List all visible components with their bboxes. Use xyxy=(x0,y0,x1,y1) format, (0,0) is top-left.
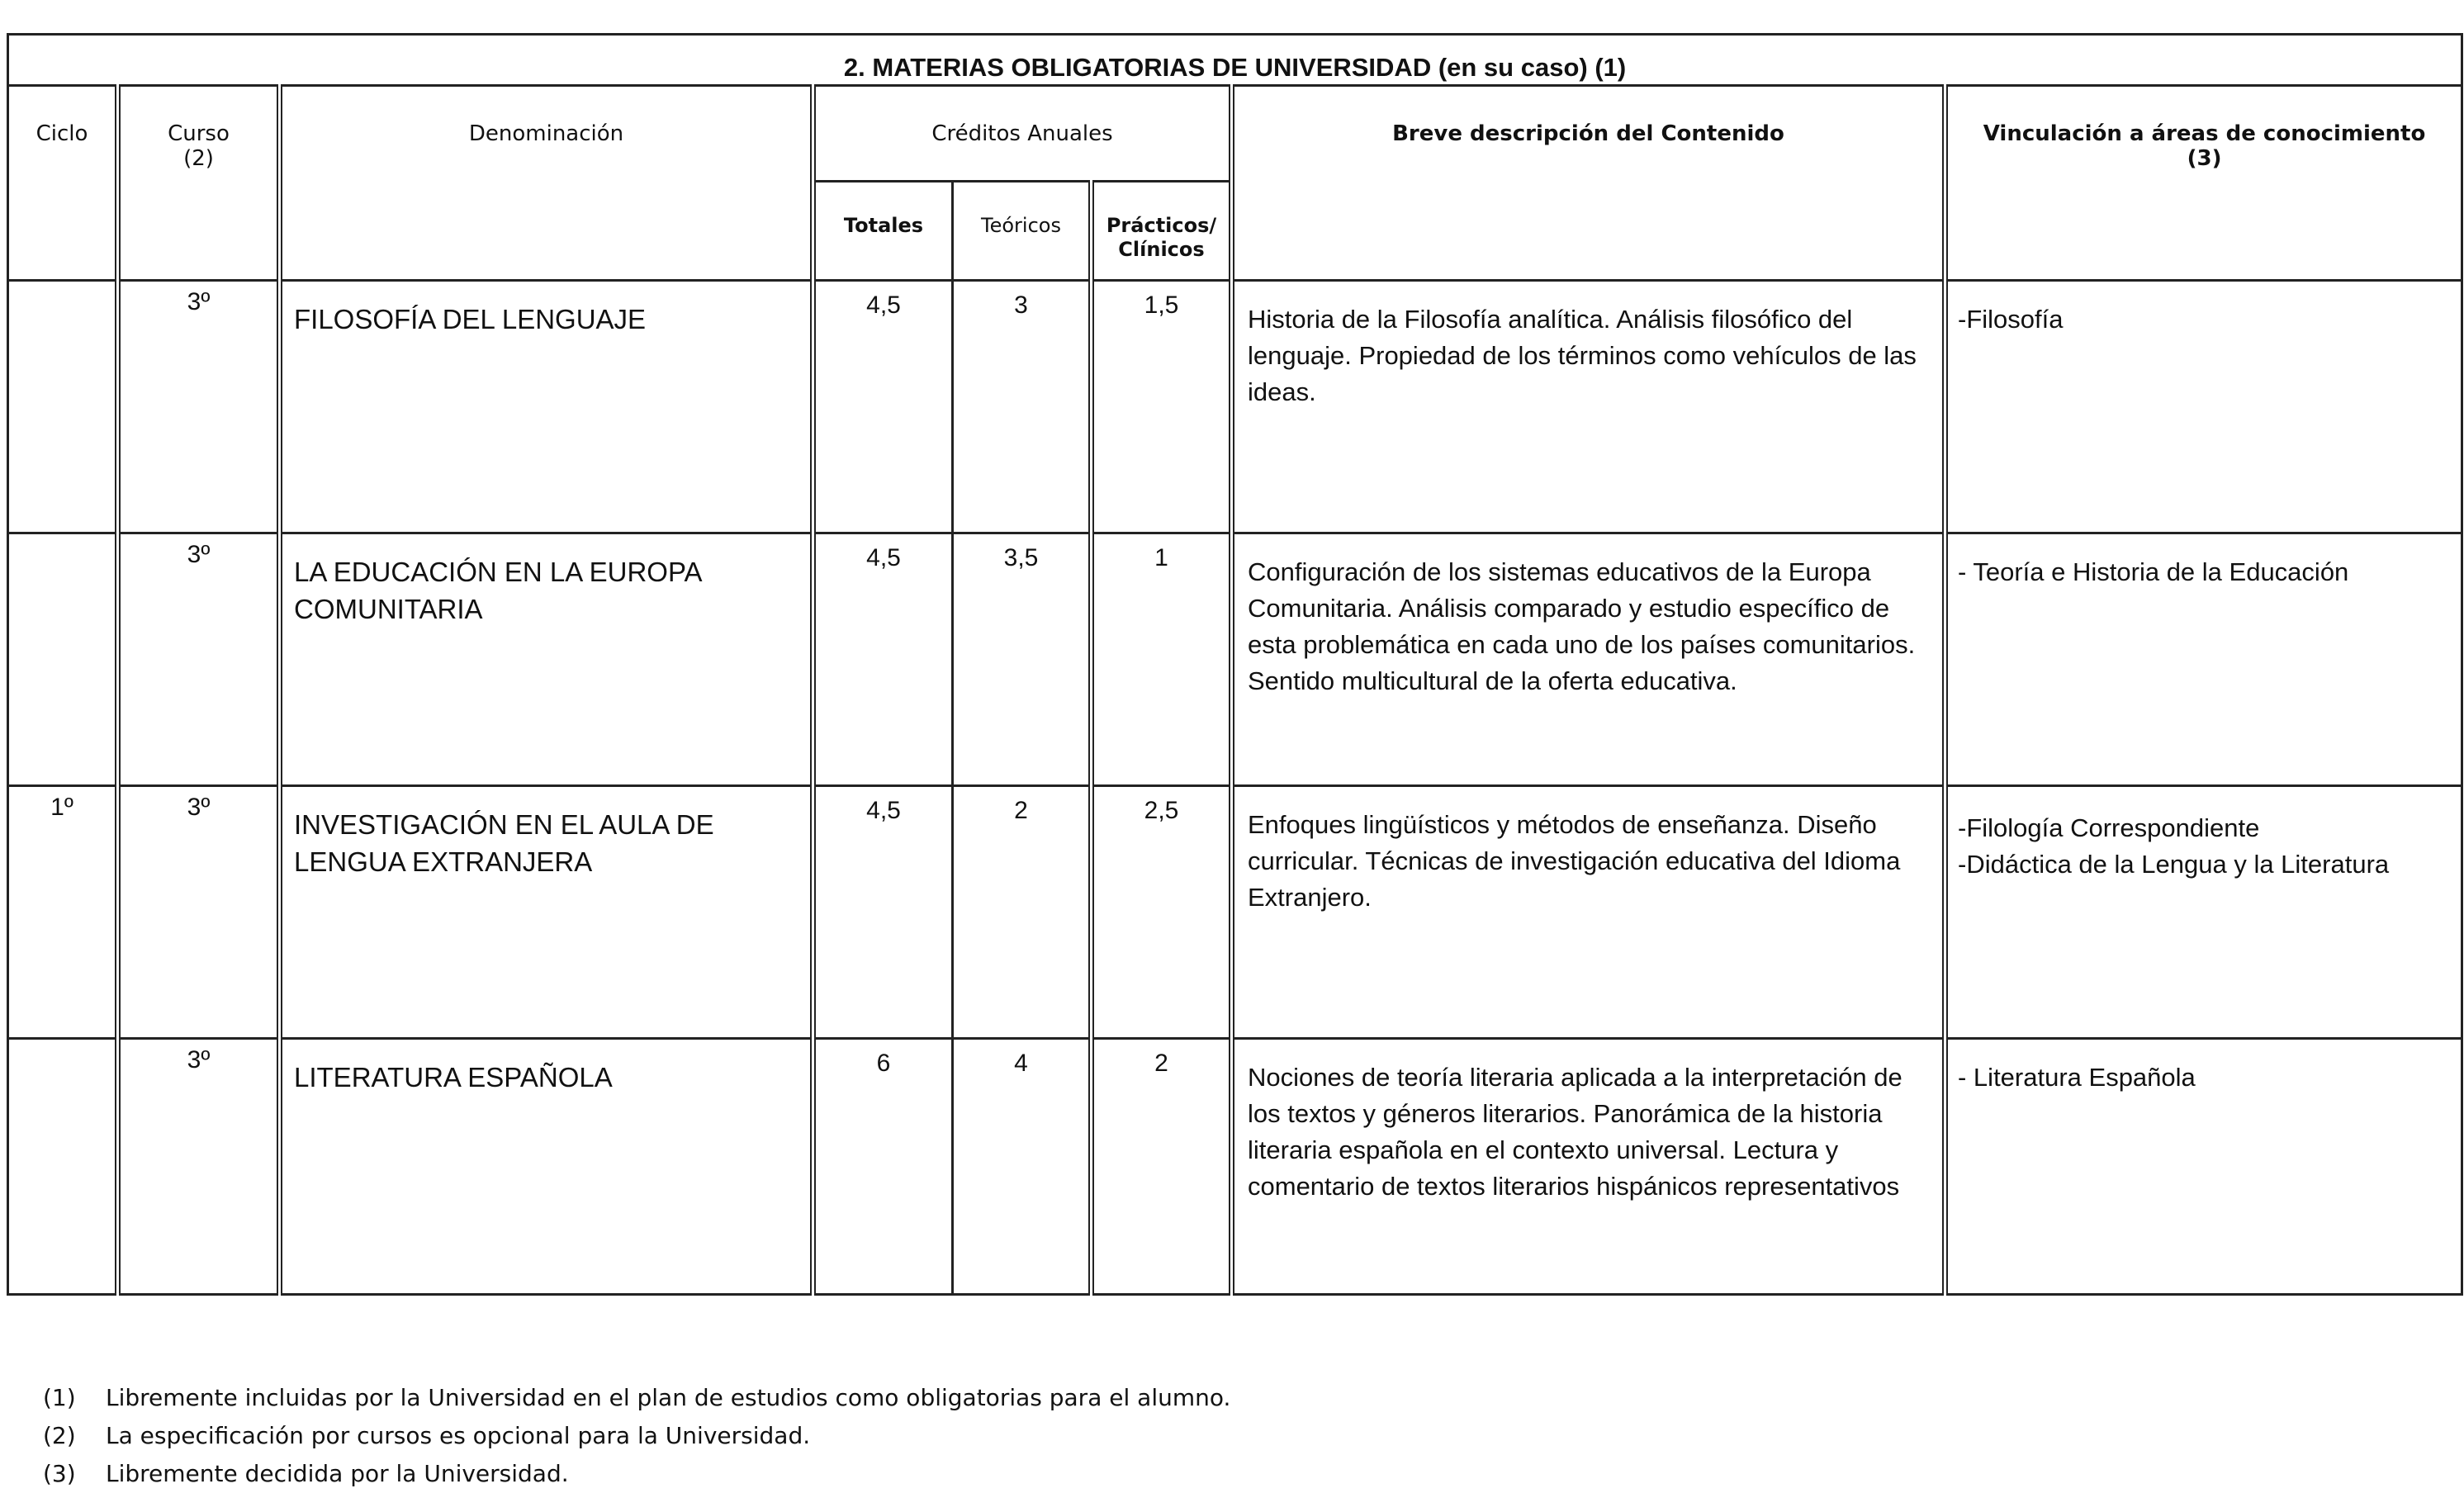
header-vinculacion-label: Vinculación a áreas de conocimiento xyxy=(1983,121,2426,146)
descripcion-cell: Nociones de teoría literaria aplicada a la interpretación de los textos y géneros literarios. Panorámica de la historia literaria española en el contexto universal. Lectura y comentario de textos literarios hispánicos representativos xyxy=(1232,1039,1945,1295)
totales-cell: 6 xyxy=(813,1039,953,1295)
practicos-cell: 2,5 xyxy=(1092,786,1232,1039)
header-practicos-label: Prácticos/ xyxy=(1106,214,1217,237)
title-row xyxy=(8,35,2462,86)
header-denominacion xyxy=(280,86,813,281)
header-curso xyxy=(118,86,280,281)
table-title: 2. MATERIAS OBLIGATORIAS DE UNIVERSIDAD (en su caso) (1) xyxy=(8,35,2462,86)
areas-cell xyxy=(1945,786,2462,1039)
table-row xyxy=(8,281,2462,533)
table-row xyxy=(8,533,2462,786)
practicos-cell: 1,5 xyxy=(1092,281,1232,533)
curso-cell: 3º xyxy=(118,1039,280,1295)
header-ciclo xyxy=(8,86,118,281)
denominacion-cell: INVESTIGACIÓN EN EL AULA DE LENGUA EXTRANJERA xyxy=(280,786,813,1039)
areas-cell xyxy=(1945,533,2462,786)
header-curso-note: (2) xyxy=(183,146,214,171)
totales-cell: 4,5 xyxy=(813,786,953,1039)
ciclo-cell xyxy=(8,533,118,786)
areas-cell xyxy=(1945,281,2462,533)
header-ciclo-label: Ciclo xyxy=(36,121,88,146)
header-practicos-label-2: Clínicos xyxy=(1118,237,1205,261)
footnote-text: Libremente incluidas por la Universidad en el plan de estudios como obligatorias para el alumno. xyxy=(106,1384,1231,1411)
subjects-table xyxy=(7,33,2463,1296)
footnote-text: La especificación por cursos es opcional para la Universidad. xyxy=(106,1422,811,1449)
header-totales xyxy=(813,182,953,281)
curso-cell: 3º xyxy=(118,281,280,533)
descripcion-cell: Historia de la Filosofía analítica. Análisis filosófico del lenguaje. Propiedad de los términos como vehículos de las ideas. xyxy=(1232,281,1945,533)
footnote-number: (3) xyxy=(43,1460,76,1487)
areas-cell xyxy=(1945,1039,2462,1295)
header-vinculacion-note: (3) xyxy=(2187,146,2222,171)
header-denominacion-label: Denominación xyxy=(468,121,624,146)
area-item: - Teoría e Historia de la Educación xyxy=(1958,557,2349,586)
teoricos-cell: 3,5 xyxy=(953,533,1092,786)
footnote xyxy=(43,1379,1230,1417)
curso-cell: 3º xyxy=(118,533,280,786)
area-item: -Didáctica de la Lengua y la Literatura xyxy=(1958,850,2390,879)
totales-cell: 4,5 xyxy=(813,533,953,786)
denominacion-cell: LITERATURA ESPAÑOLA xyxy=(280,1039,813,1295)
practicos-cell: 2 xyxy=(1092,1039,1232,1295)
denominacion-cell: FILOSOFÍA DEL LENGUAJE xyxy=(280,281,813,533)
footnote-number: (1) xyxy=(43,1384,76,1411)
teoricos-cell: 4 xyxy=(953,1039,1092,1295)
footnotes xyxy=(43,1379,1230,1493)
area-item: -Filosofía xyxy=(1958,305,2064,334)
curso-cell: 3º xyxy=(118,786,280,1039)
header-descripcion xyxy=(1232,86,1945,281)
ciclo-cell: 1º xyxy=(8,786,118,1039)
denominacion-cell: LA EDUCACIÓN EN LA EUROPA COMUNITARIA xyxy=(280,533,813,786)
ciclo-cell xyxy=(8,281,118,533)
footnote-number: (2) xyxy=(43,1422,76,1449)
header-curso-label: Curso xyxy=(168,121,230,146)
ciclo-cell xyxy=(8,1039,118,1295)
area-item: - Literatura Española xyxy=(1958,1063,2196,1092)
header-creditos xyxy=(813,86,1232,182)
totales-cell: 4,5 xyxy=(813,281,953,533)
header-teoricos xyxy=(953,182,1092,281)
table-row xyxy=(8,786,2462,1039)
header-vinculacion xyxy=(1945,86,2462,281)
footnote xyxy=(43,1417,1230,1455)
descripcion-cell: Enfoques lingüísticos y métodos de enseñanza. Diseño curricular. Técnicas de investigación educativa del Idioma Extranjero. xyxy=(1232,786,1945,1039)
practicos-cell: 1 xyxy=(1092,533,1232,786)
header-teoricos-label: Teóricos xyxy=(981,214,1061,237)
teoricos-cell: 3 xyxy=(953,281,1092,533)
header-totales-label: Totales xyxy=(843,214,924,237)
area-item: -Filología Correspondiente xyxy=(1958,813,2260,842)
header-row-1 xyxy=(8,86,2462,182)
header-practicos xyxy=(1092,182,1232,281)
header-descripcion-label: Breve descripción del Contenido xyxy=(1392,121,1784,146)
header-creditos-label: Créditos Anuales xyxy=(931,121,1113,146)
table-row xyxy=(8,1039,2462,1295)
footnote xyxy=(43,1455,1230,1493)
footnote-text: Libremente decidida por la Universidad. xyxy=(106,1460,569,1487)
teoricos-cell: 2 xyxy=(953,786,1092,1039)
descripcion-cell: Configuración de los sistemas educativos de la Europa Comunitaria. Análisis comparado y estudio específico de esta problemática en cada uno de los países comunitarios. Sentido multicultural de la oferta educativa. xyxy=(1232,533,1945,786)
